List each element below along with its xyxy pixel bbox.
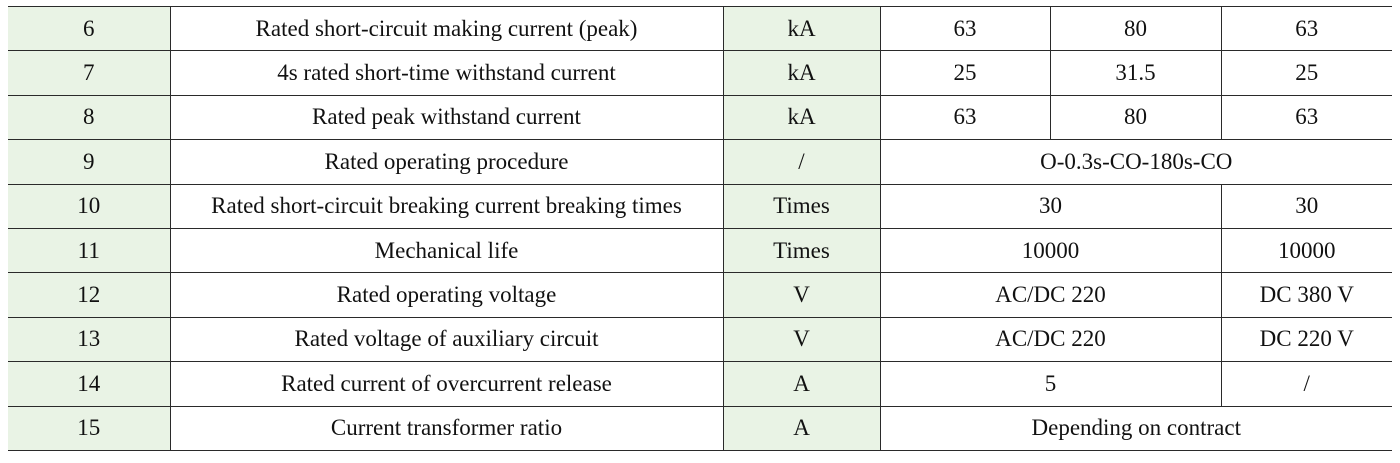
value-cell: 5: [880, 362, 1221, 406]
value-cell: 31.5: [1050, 51, 1221, 95]
table-row: [8, 7, 1392, 51]
table-row: [8, 406, 1392, 450]
parameter-name: Rated short-circuit making current (peak): [170, 7, 723, 51]
table-row: [8, 273, 1392, 317]
parameter-name: Current transformer ratio: [170, 406, 723, 450]
unit-cell: kA: [723, 7, 880, 51]
row-number: 13: [8, 317, 170, 361]
table-row: [8, 51, 1392, 95]
parameter-name: Rated operating voltage: [170, 273, 723, 317]
table-row: [8, 362, 1392, 406]
table-row: [8, 184, 1392, 228]
value-cell: AC/DC 220: [880, 317, 1221, 361]
value-cell: 63: [880, 7, 1050, 51]
table-row: [8, 228, 1392, 272]
specifications-table: [8, 6, 1392, 451]
parameter-name: 4s rated short-time withstand current: [170, 51, 723, 95]
parameter-name: Rated voltage of auxiliary circuit: [170, 317, 723, 361]
value-cell: 30: [1221, 184, 1392, 228]
value-cell: /: [1221, 362, 1392, 406]
row-number: 15: [8, 406, 170, 450]
parameter-name: Rated operating procedure: [170, 140, 723, 184]
unit-cell: kA: [723, 95, 880, 139]
value-cell: 80: [1050, 7, 1221, 51]
unit-cell: Times: [723, 184, 880, 228]
unit-cell: A: [723, 362, 880, 406]
value-cell: 25: [880, 51, 1050, 95]
value-cell: AC/DC 220: [880, 273, 1221, 317]
value-cell: 10000: [1221, 228, 1392, 272]
value-cell: DC 220 V: [1221, 317, 1392, 361]
row-number: 9: [8, 140, 170, 184]
value-cell: 63: [1221, 95, 1392, 139]
row-number: 12: [8, 273, 170, 317]
unit-cell: V: [723, 317, 880, 361]
table-row: [8, 140, 1392, 184]
value-cell: 10000: [880, 228, 1221, 272]
unit-cell: Times: [723, 228, 880, 272]
value-cell: Depending on contract: [880, 406, 1392, 450]
value-cell: DC 380 V: [1221, 273, 1392, 317]
row-number: 6: [8, 7, 170, 51]
unit-cell: V: [723, 273, 880, 317]
value-cell: O-0.3s-CO-180s-CO: [880, 140, 1392, 184]
value-cell: 80: [1050, 95, 1221, 139]
row-number: 10: [8, 184, 170, 228]
table-row: [8, 95, 1392, 139]
unit-cell: kA: [723, 51, 880, 95]
parameter-name: Rated short-circuit breaking current breaking times: [170, 184, 723, 228]
parameter-name: Rated current of overcurrent release: [170, 362, 723, 406]
table-row: [8, 317, 1392, 361]
row-number: 7: [8, 51, 170, 95]
parameter-name: Rated peak withstand current: [170, 95, 723, 139]
value-cell: 63: [1221, 7, 1392, 51]
value-cell: 30: [880, 184, 1221, 228]
row-number: 8: [8, 95, 170, 139]
parameter-name: Mechanical life: [170, 228, 723, 272]
row-number: 11: [8, 228, 170, 272]
value-cell: 25: [1221, 51, 1392, 95]
value-cell: 63: [880, 95, 1050, 139]
row-number: 14: [8, 362, 170, 406]
unit-cell: /: [723, 140, 880, 184]
unit-cell: A: [723, 406, 880, 450]
